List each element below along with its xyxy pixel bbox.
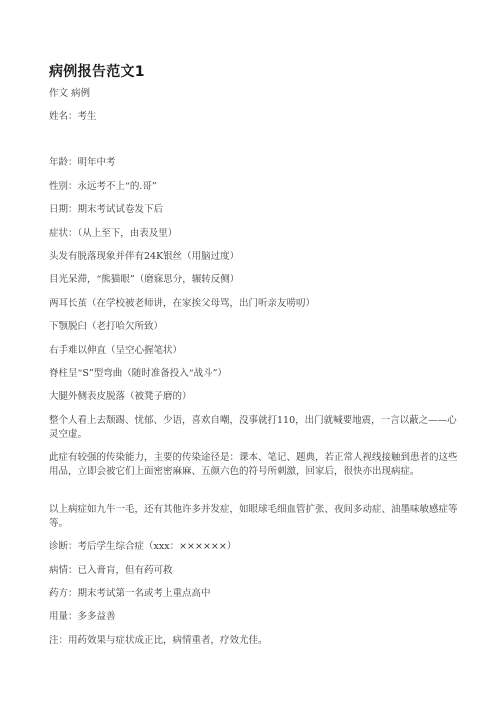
date-line: 日期：期末考试试卷发下后 [49, 204, 164, 215]
dosage-line: 用量：多多益善 [49, 611, 116, 622]
symptom-line: 脊柱呈“S”型弯曲（随时准备投入“战斗”） [49, 368, 227, 379]
condition-line: 病情：已入膏肓，但有药可救 [49, 565, 173, 576]
paragraph: 以上病症如九牛一毛，还有其他许多并发症，如眼球毛细血管扩张、夜间多动症、油墨味敏感症等等。 [49, 504, 458, 529]
diagnosis-line: 诊断：考后学生综合症（xxx：××××××） [49, 541, 237, 552]
symptom-line: 右手难以伸直（呈空心握笔状） [49, 345, 183, 356]
symptom-line: 头发有脱落现象并伴有24K银丝（用脑过度） [49, 251, 240, 262]
paragraph: 此症有较强的传染能力，主要的传染途径是：课本、笔记、题典，若正常人视线接触到患者的这些用品，立即会被它们上面密密麻麻、五颜六色的符号所刺激，回家后，很快亦出现病症。 [49, 452, 458, 477]
document-title: 病例报告范文1 [49, 64, 145, 80]
symptom-line: 下颚脱臼（老打哈欠所致） [49, 321, 164, 332]
age-line: 年龄：明年中考 [49, 157, 116, 168]
prescription-line: 药方：期末考试第一名或考上重点高中 [49, 588, 211, 599]
paragraph: 整个人看上去颓踢、忧郁、少语，喜欢自嘲，没事就打110，出门就喊要地震，一言以蔽之——心灵空虚。 [49, 415, 457, 440]
document-subtitle: 作文 病例 [49, 88, 91, 99]
symptom-line: 两耳长茧（在学校被老师讲，在家挨父母骂，出门听亲友唠叨） [49, 298, 316, 309]
symptoms-header: 症状：（从上至下，由表及里） [49, 228, 178, 239]
symptom-line: 大腿外侧表皮脱落（被凳子磨的） [49, 391, 192, 402]
gender-line: 性别：永远考不上“的.哥” [49, 181, 157, 192]
symptom-line: 目光呆滞，“熊猫眼”（磨寐思分，辗转反侧） [49, 274, 240, 285]
name-line: 姓名：考生 [49, 111, 97, 122]
note-line: 注：用药效果与症状成正比，病情重者，疗效尤佳。 [49, 635, 268, 646]
